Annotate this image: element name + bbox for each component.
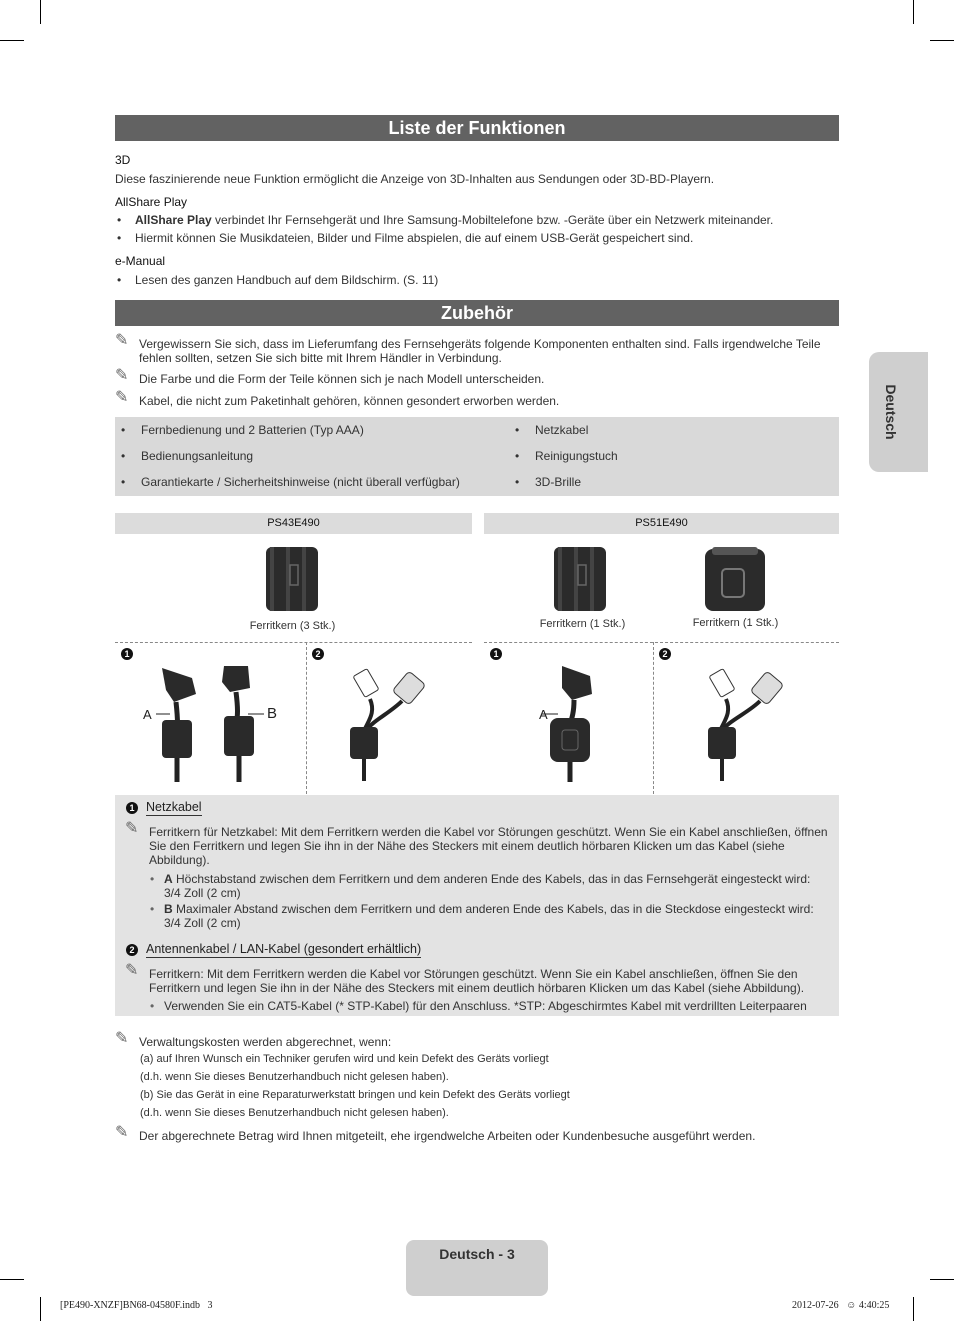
accessories-note-3-text: Kabel, die nicht zum Paketinhalt gehören, können gesondert erworben werden. [139,394,560,408]
footer-file-info: [PE490-XNZF]BN68-04580F.indb 3 [60,1300,213,1311]
antenna-lan-cable-illustration [700,665,800,785]
costs-note-text: Verwaltungskosten werden abgerechnet, wenn: [139,1035,392,1049]
crop-mark [930,40,954,41]
note-pencil-icon: ✎ [115,1030,129,1047]
allshare-bold: AllShare Play [135,213,212,227]
figure-number-1: 1 [121,648,133,660]
ferrite-caption-left: Ferritkern (3 Stk.) [249,620,336,632]
language-side-tab-label: Deutsch [883,384,899,440]
feature-3d-text: Diese faszinierende neue Funktion ermöglicht die Anzeige von 3D-Inhalten aus Sendungen oder 3D-BD-Playern. [115,172,715,186]
feature-3d-heading: 3D [115,153,131,167]
label-a: A [143,707,152,722]
ferrite-core-image [262,543,322,615]
power-cable-illustration [140,660,290,785]
feature-allshare-heading: AllShare Play [115,195,188,209]
crop-mark [930,1279,954,1280]
info-b-bold: B [164,902,173,916]
accessories-note-2-text: Die Farbe und die Form der Teile können sich je nach Modell unterscheiden. [139,372,545,386]
note-pencil-icon: ✎ [115,367,129,384]
footer-date-info: 2012-07-26 ☺ 4:40:25 [792,1300,890,1311]
ferrite-caption-right-2: Ferritkern (1 Stk.) [692,617,779,629]
page-number: Deutsch - 3 [439,1246,515,1262]
crop-mark [40,1297,41,1321]
accessories-note-1-text: Vergewissern Sie sich, dass im Lieferumfang des Fernsehgeräts folgende Komponenten enthalten sind. Falls irgendwelche Teile fehlen sollten, setzen Sie sich bitte mit Ihrem Händler in Verbindung. [139,337,821,365]
figure-number-2: 2 [312,648,324,660]
power-cable-illustration [530,660,610,785]
allshare-bullet-2-text: Hiermit können Sie Musikdateien, Bilder und Filme abspielen, die auf einem USB-Gerät gespeichert sind. [135,231,694,245]
info-a-bold: A [164,872,173,886]
antenna-lan-cable-illustration [340,665,440,785]
info-bullet-cat5-text: Verwenden Sie ein CAT5-Kabel (* STP-Kabel) für den Anschluss. *STP: Abgeschirmtes Kabel mit verdrillten Leiterpaaren [164,999,807,1013]
crop-mark [913,1297,914,1321]
info-number-2: 2 [126,944,138,956]
divider [115,642,472,643]
emanual-bullet-text: Lesen des ganzen Handbuch auf dem Bildschirm. (S. 11) [135,273,439,287]
ferrite-core-image [550,543,610,615]
note-pencil-icon: ✎ [115,1124,129,1141]
costs-line: (d.h. wenn Sie dieses Benutzerhandbuch nicht gelesen haben). [140,1071,449,1083]
info-note-power-text: Ferritkern für Netzkabel: Mit dem Ferritkern werden die Kabel vor Störungen geschützt. Wenn Sie ein Kabel anschließen, öffnen Sie den Ferritkern und legen Sie ihn in der Nähe des Steckers mit einem deutlich hörbaren Klicken um das Kabel (siehe Abbildung). [149,825,828,867]
model-header-left: PS43E490 [115,513,472,534]
accessories-section-title: Zubehör [115,300,839,326]
note-pencil-icon: ✎ [115,389,129,406]
costs-line: (b) Sie das Gerät in eine Reparaturwerkstatt bringen und kein Defekt des Geräts vorliegt [140,1089,570,1101]
ferrite-core-square-image [702,545,768,613]
label-b: B [267,705,278,722]
model-header-right: PS51E490 [484,513,839,534]
feature-emanual-heading: e-Manual [115,254,166,268]
divider [484,642,839,643]
info-b-text: Maximaler Abstand zwischen dem Ferritkern und dem anderen Ende des Kabels, das in die Steckdose eingesteckt wird: 3/4 Zoll (2 cm) [164,902,814,930]
figure-number-1: 1 [490,648,502,660]
ferrite-caption-right-1: Ferritkern (1 Stk.) [539,618,626,630]
divider [653,642,654,794]
note-pencil-icon: ✎ [115,332,129,349]
features-section-title: Liste der Funktionen [115,115,839,141]
divider [306,642,307,794]
costs-line: (d.h. wenn Sie dieses Benutzerhandbuch nicht gelesen haben). [140,1107,449,1119]
costs-note-2-text: Der abgerechnete Betrag wird Ihnen mitgeteilt, ehe irgendwelche Arbeiten oder Kundenbesuche ausgeführt werden. [139,1129,756,1143]
info-a-text: Höchstabstand zwischen dem Ferritkern und dem anderen Ende des Kabels, das in das Fernsehgerät eingesteckt wird: 3/4 Zoll (2 cm) [164,872,811,900]
info-heading-power-cable: Netzkabel [146,800,202,814]
figure-number-2: 2 [659,648,671,660]
crop-mark [913,0,914,24]
note-pencil-icon: ✎ [125,962,139,979]
crop-mark [0,40,24,41]
crop-mark [0,1279,24,1280]
label-a: A [539,707,548,722]
costs-line: (a) auf Ihren Wunsch ein Techniker gerufen wird und kein Defekt des Geräts vorliegt [140,1053,549,1065]
info-heading-antenna-lan: Antennenkabel / LAN-Kabel (gesondert erhältlich) [146,942,422,956]
allshare-text: verbindet Ihr Fernsehgerät und Ihre Samsung-Mobiltelefone bzw. -Geräte über ein Netzwerk miteinander. [211,213,774,227]
note-pencil-icon: ✎ [125,820,139,837]
crop-mark [40,0,41,24]
info-note-antenna-text: Ferritkern: Mit dem Ferritkern werden die Kabel vor Störungen geschützt. Wenn Sie ein Kabel anschließen, öffnen Sie den Ferritkern und legen Sie ihn in der Nähe des Steckers mit einem deutlich hörbaren Klicken um das Kabel (siehe Abbildung). [149,967,805,995]
info-number-1: 1 [126,802,138,814]
